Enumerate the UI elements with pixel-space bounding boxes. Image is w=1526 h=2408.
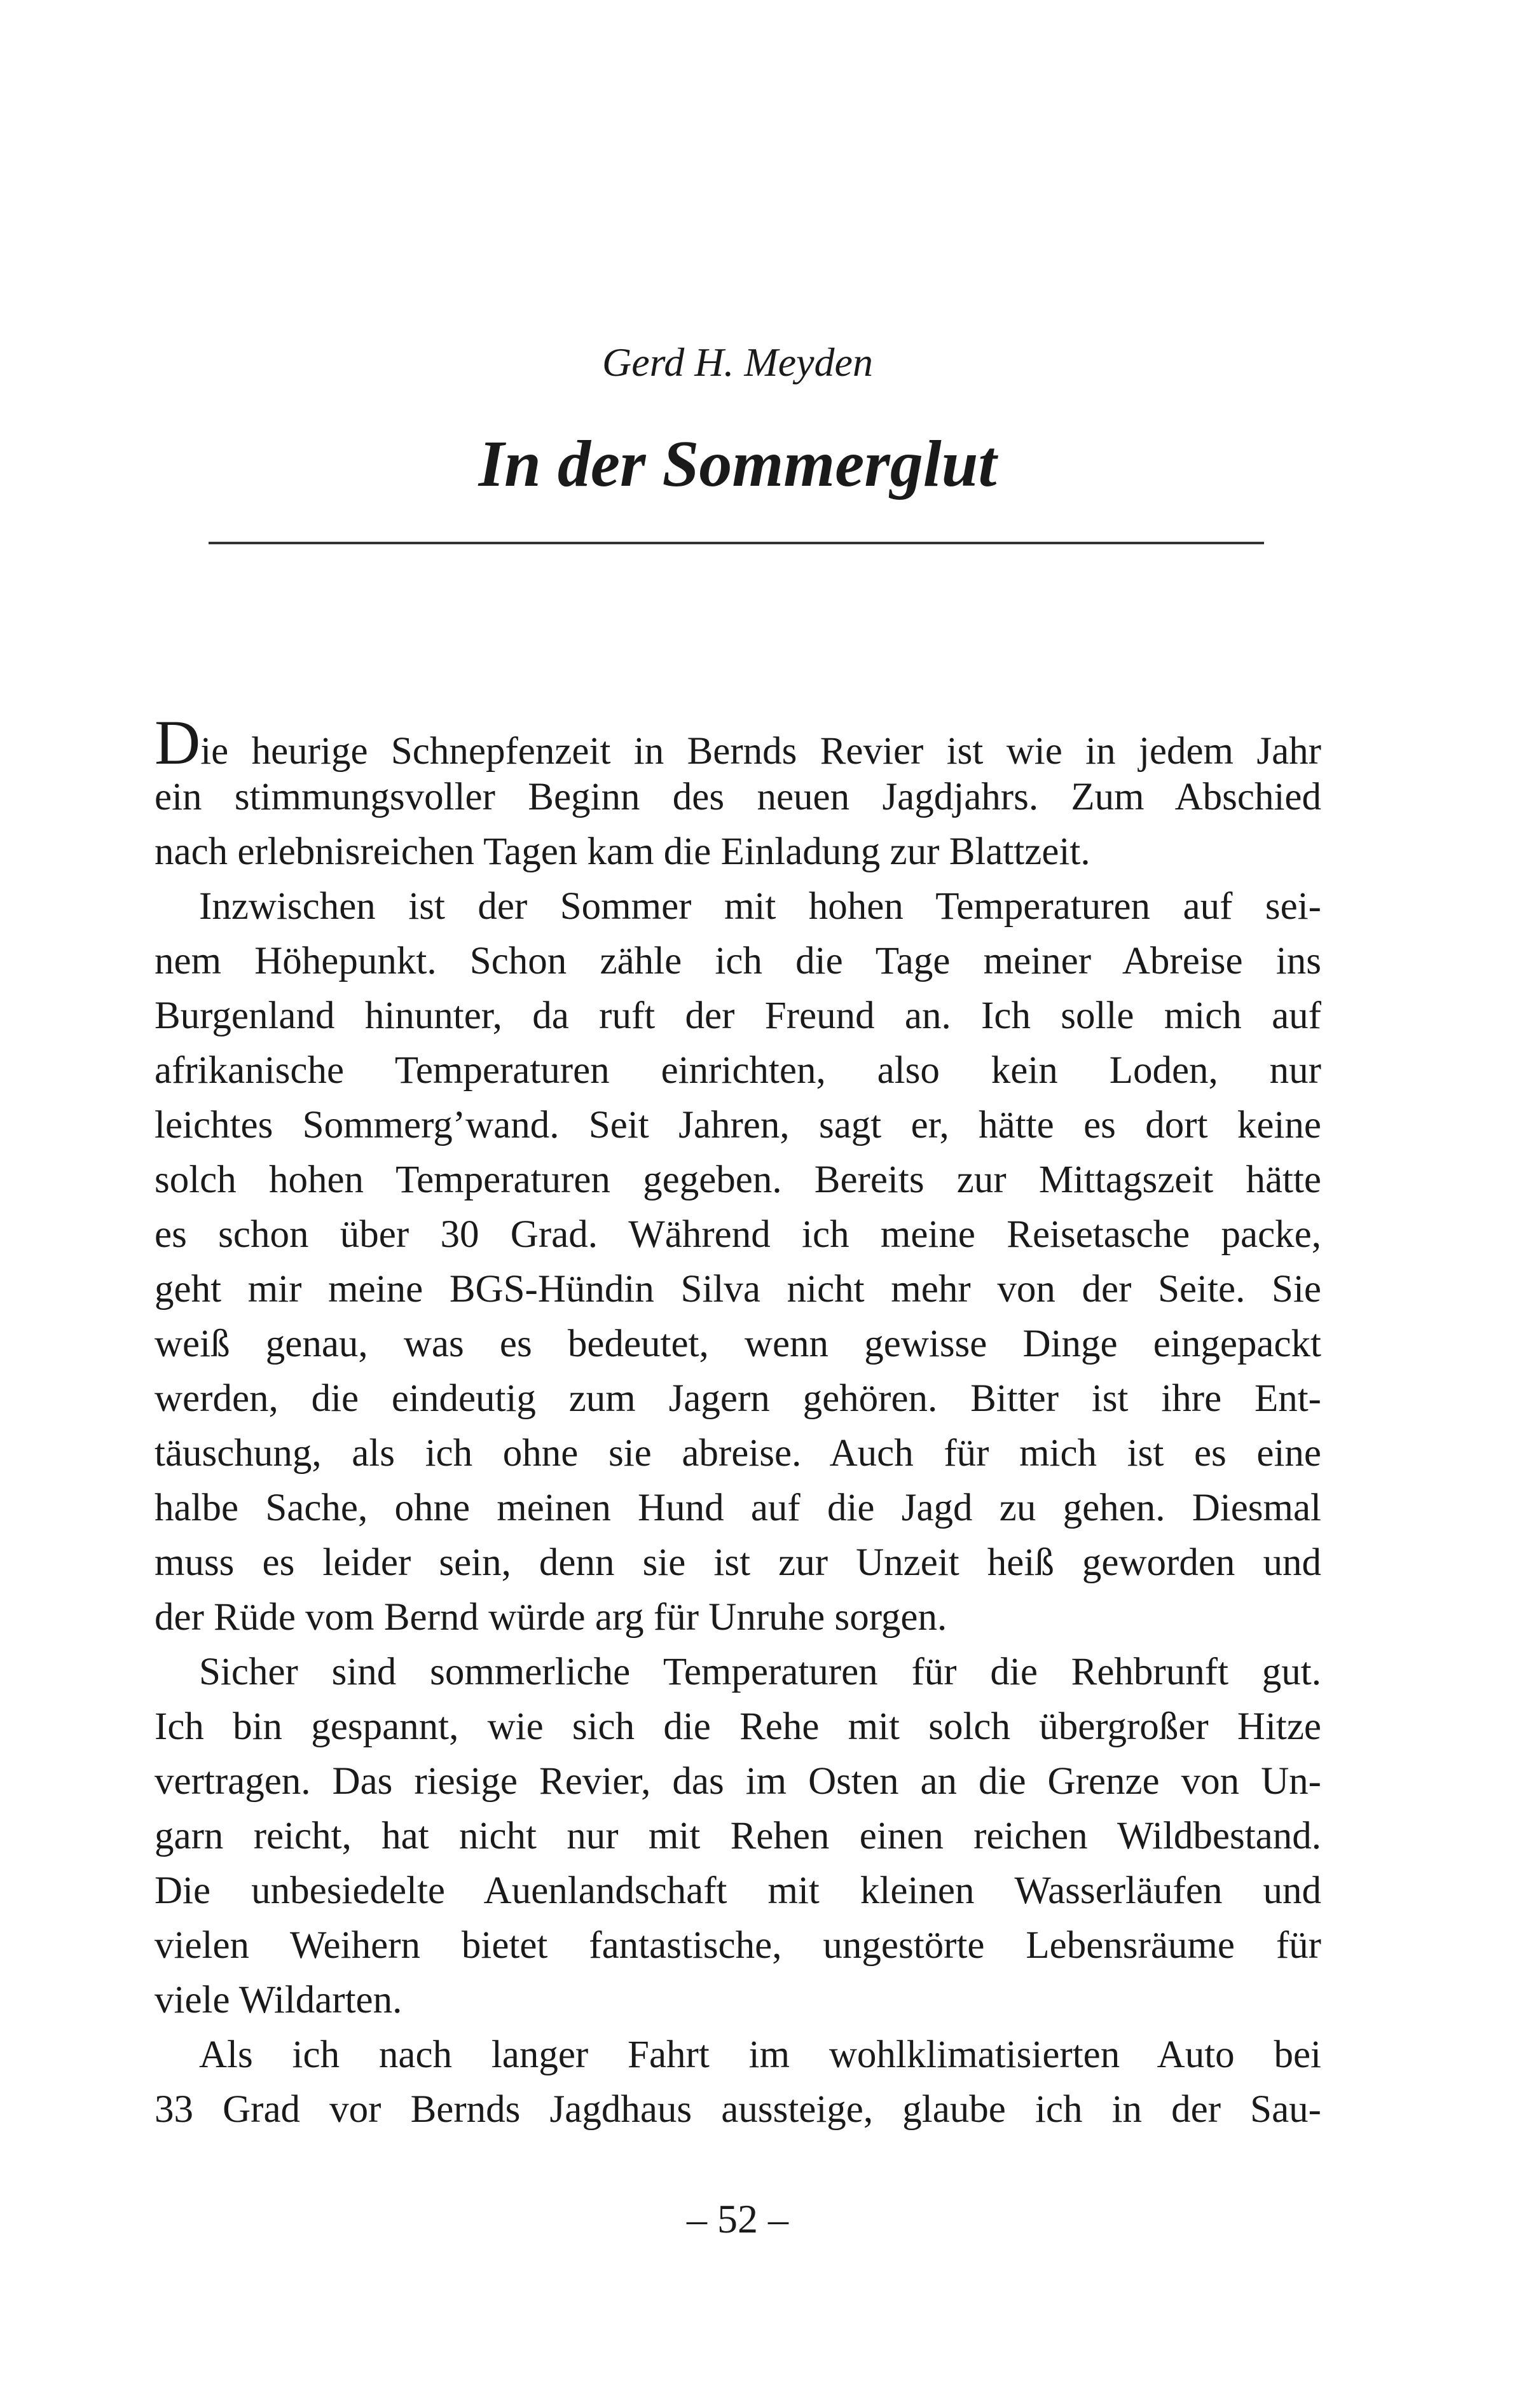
author-name: Gerd H. Meyden [602,340,873,385]
title-divider [209,542,1264,544]
text-line: ein stimmungsvoller Beginn des neuen Jagdjahrs. Zum Abschied [155,776,1321,818]
text-line: Inzwischen ist der Sommer mit hohen Temperaturen auf sei- [199,885,1321,928]
text-line: viele Wildarten. [155,1979,402,2021]
chapter-title: In der Sommerglut [478,427,997,500]
text-line: geht mir meine BGS-Hündin Silva nicht mehr von der Seite. Sie [155,1268,1321,1311]
text-line: Ich bin gespannt, wie sich die Rehe mit solch übergroßer Hitze [155,1705,1321,1748]
text-line: Burgenland hinunter, da ruft der Freund an. Ich solle mich auf [155,994,1321,1037]
text-line: Sicher sind sommerliche Temperaturen für die Rehbrunft gut. [199,1651,1321,1693]
text-line: täuschung, als ich ohne sie abreise. Auch für mich ist es eine [155,1432,1321,1475]
text-line: garn reicht, hat nicht nur mit Rehen einen reichen Wildbestand. [155,1815,1321,1857]
drop-cap: D [155,707,201,778]
text-line: weiß genau, was es bedeutet, wenn gewisse Dinge eingepackt [155,1323,1321,1365]
text-line: solch hohen Temperaturen gegeben. Bereits zur Mittagszeit hätte [155,1159,1321,1201]
text-line: Die unbesiedelte Auenlandschaft mit kleinen Wasserläufen und [155,1869,1321,1912]
text-line: vielen Weihern bietet fantastische, ungestörte Lebensräume für [155,1924,1321,1967]
text-line: nem Höhepunkt. Schon zähle ich die Tage meiner Abreise ins [155,940,1321,982]
text-line: leichtes Sommerg’wand. Seit Jahren, sagt er, hätte es dort keine [155,1104,1321,1146]
text-line: afrikanische Temperaturen einrichten, also kein Loden, nur [155,1049,1321,1092]
text-line: nach erlebnisreichen Tagen kam die Einladung zur Blattzeit. [155,830,1090,873]
text-line: der Rüde vom Bernd würde arg für Unruhe sorgen. [155,1596,947,1639]
text-line: werden, die eindeutig zum Jagern gehören. Bitter ist ihre Ent- [155,1377,1321,1420]
text-line: Als ich nach langer Fahrt im wohlklimatisierten Auto bei [199,2033,1321,2076]
text-line: halbe Sache, ohne meinen Hund auf die Jagd zu gehen. Diesmal [155,1487,1321,1529]
text-line: vertragen. Das riesige Revier, das im Osten an die Grenze von Un- [155,1760,1321,1803]
text-line: es schon über 30 Grad. Während ich meine Reisetasche packe, [155,1213,1321,1256]
page-number: – 52 – [687,2196,788,2241]
text-line: 33 Grad vor Bernds Jagdhaus aussteige, glaube ich in der Sau- [155,2088,1321,2131]
text-line-content: ie heurige Schnepfenzeit in Bernds Revier ist wie in jedem Jahr [200,730,1321,773]
text-line: muss es leider sein, denn sie ist zur Unzeit heiß geworden und [155,1541,1321,1584]
body-text [155,707,1321,2137]
text-line [155,707,1321,778]
